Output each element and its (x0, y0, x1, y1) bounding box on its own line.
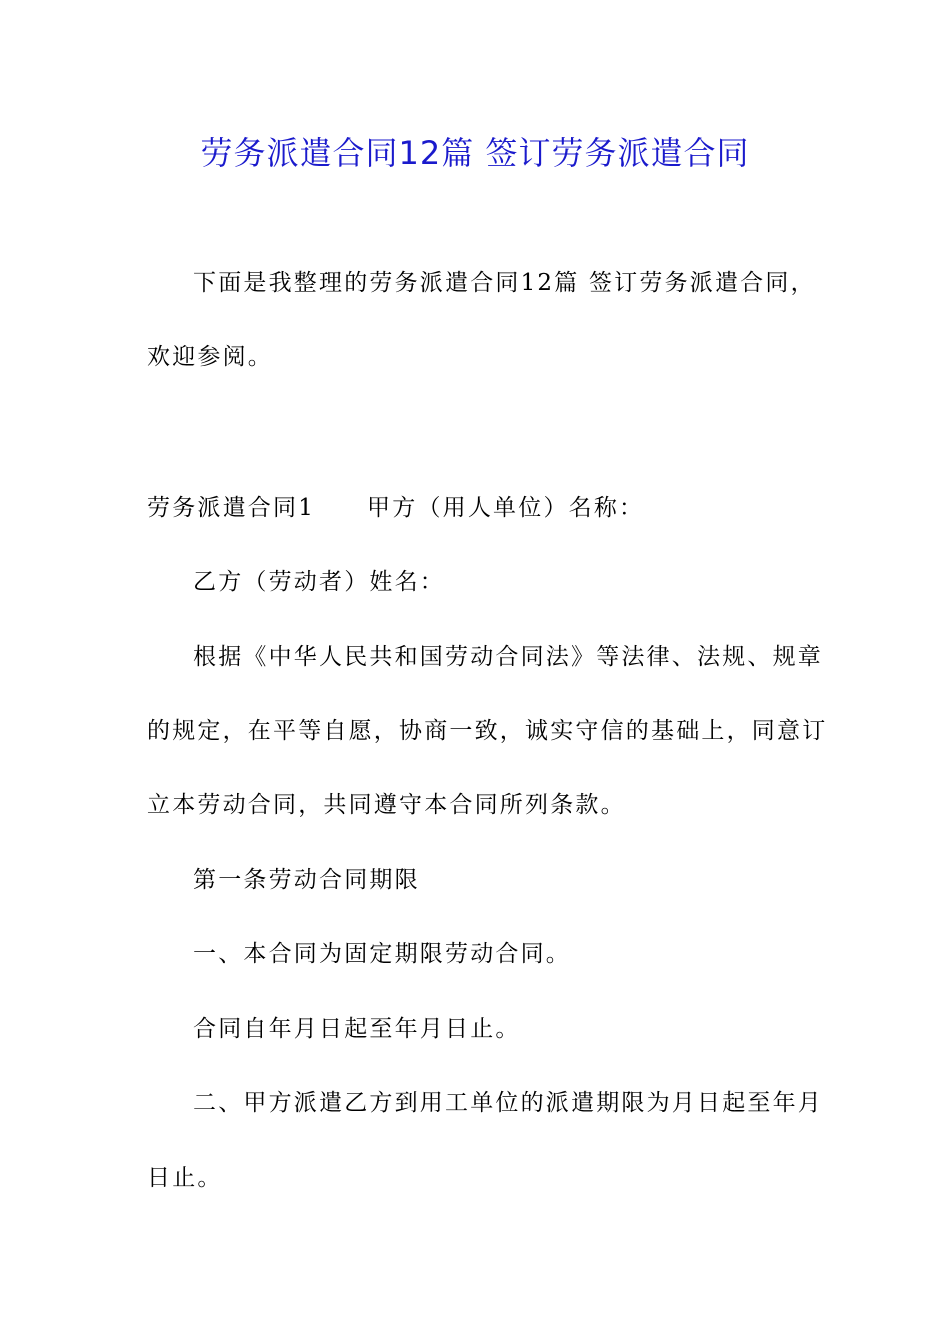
intro-line-1: 下面是我整理的劳务派遣合同12篇 签订劳务派遣合同， (193, 270, 816, 296)
intro-line-2: 欢迎参阅。 (147, 344, 273, 370)
section-heading-line (147, 493, 644, 523)
clause-two-line-1: 二、甲方派遣乙方到用工单位的派遣期限为月日起至年月 (193, 1090, 823, 1116)
party-b-name-label: 乙方（劳动者）姓名： (193, 569, 445, 595)
basis-line-2: 的规定，在平等自愿，协商一致，诚实守信的基础上，同意订 (147, 718, 828, 744)
party-a-name-label: 甲方（用人单位）名称： (367, 495, 645, 521)
clause-two-line-2: 日止。 (147, 1165, 223, 1191)
basis-line-1: 根据《中华人民共和国劳动合同法》等法律、法规、规章 (193, 644, 823, 670)
clause-one-line: 一、本合同为固定期限劳动合同。 (193, 941, 571, 967)
article-one-heading: 第一条劳动合同期限 (193, 867, 420, 893)
contract-heading: 劳务派遣合同1 (147, 495, 316, 521)
contract-period-line: 合同自年月日起至年月日止。 (193, 1016, 521, 1042)
basis-line-3: 立本劳动合同，共同遵守本合同所列条款。 (147, 792, 626, 818)
document-title: 劳务派遣合同12篇 签订劳务派遣合同 (200, 134, 750, 172)
